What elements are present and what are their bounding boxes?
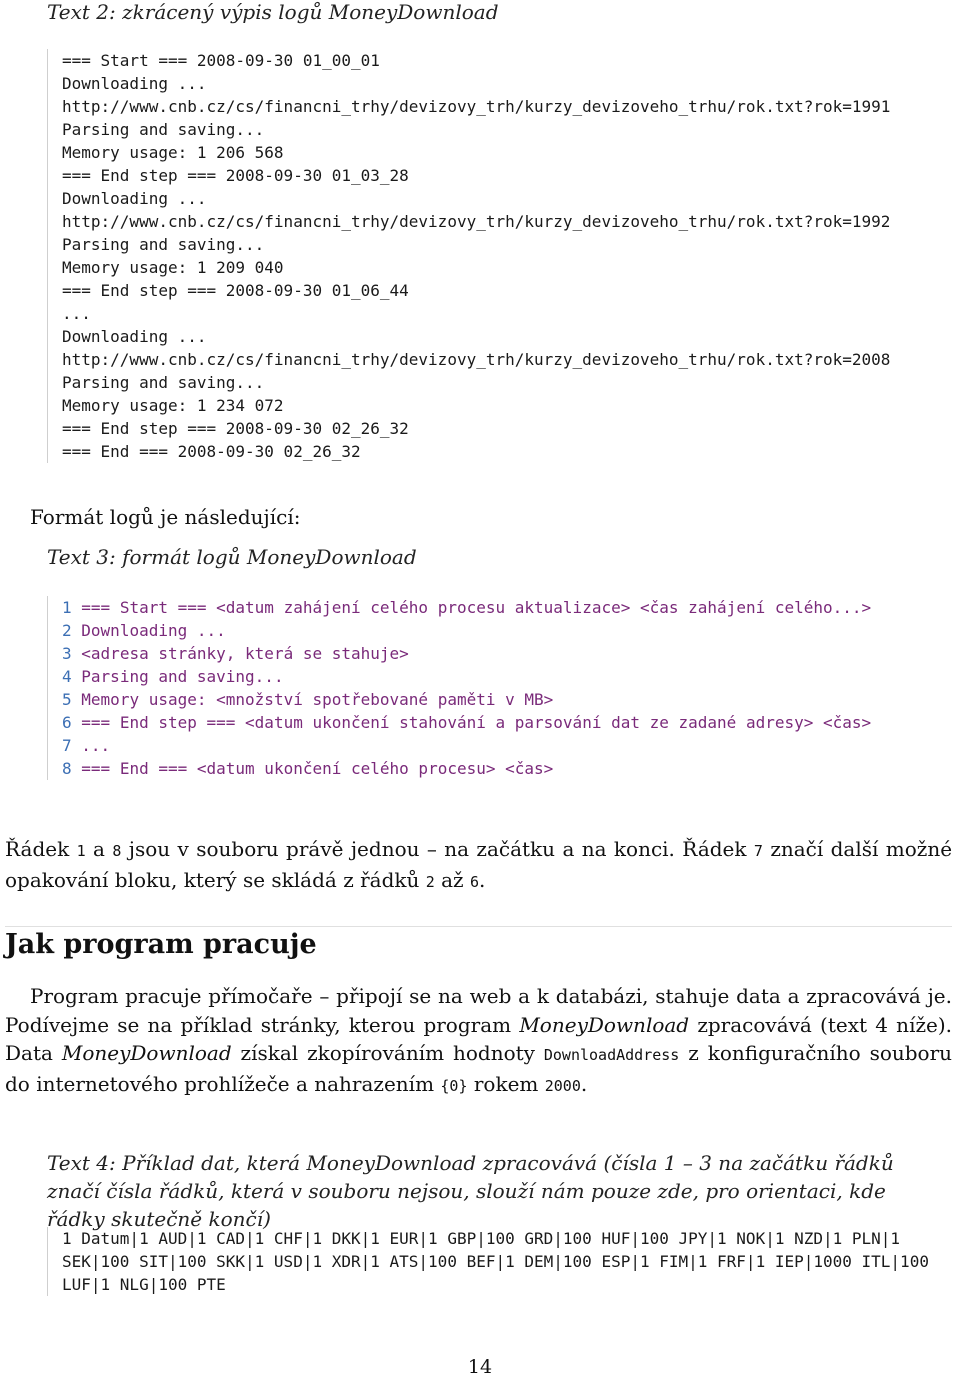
line-number: 3 bbox=[62, 644, 72, 663]
para1-code-6: 6 bbox=[469, 872, 479, 891]
log-format-block bbox=[47, 596, 871, 780]
log-line: === End step === 2008-09-30 02_26_32 bbox=[62, 419, 409, 438]
log-line: Downloading ... bbox=[62, 74, 207, 93]
para2-text-b: zpracovává (text 4 níže). Data bbox=[5, 1012, 952, 1065]
format-line-text: Memory usage: <množství spotřebované paměti v MB> bbox=[81, 690, 554, 709]
para1-text-d: značí další možné opakování bloku, který se skládá z řádků bbox=[5, 837, 953, 892]
para1-text-a: Řádek bbox=[5, 837, 70, 861]
para2-text-e: rokem bbox=[473, 1071, 539, 1096]
line-number: 1 bbox=[62, 598, 72, 617]
log-line: Memory usage: 1 234 072 bbox=[62, 396, 284, 415]
data-line: SEK|100 SIT|100 SKK|1 USD|1 XDR|1 ATS|100 BEF|1 DEM|100 ESP|1 FIM|1 FRF|1 IEP|1000 ITL|100 bbox=[62, 1252, 929, 1271]
format-line bbox=[62, 596, 871, 619]
log-line: Parsing and saving... bbox=[62, 120, 265, 139]
para1-text-b: a bbox=[93, 837, 105, 861]
format-line bbox=[62, 642, 871, 665]
format-line-text: === End === <datum ukončení celého procesu> <čas> bbox=[81, 759, 554, 778]
format-line bbox=[62, 734, 871, 757]
paragraph-how-it-works bbox=[5, 982, 952, 1100]
format-line-text: ... bbox=[81, 736, 111, 755]
caption-text-3: Text 3: formát logů MoneyDownload bbox=[47, 545, 417, 569]
para2-code-placeholder: {0} bbox=[440, 1076, 468, 1095]
format-line bbox=[62, 665, 871, 688]
line-number: 4 bbox=[62, 667, 72, 686]
para2-text-f: . bbox=[580, 1071, 588, 1096]
caption-text-2: Text 2: zkrácený výpis logů MoneyDownload bbox=[47, 0, 499, 24]
format-line-text: Downloading ... bbox=[81, 621, 226, 640]
para2-code-downloadaddress: DownloadAddress bbox=[543, 1046, 680, 1064]
line-number: 7 bbox=[62, 736, 72, 755]
log-line: === End step === 2008-09-30 01_03_28 bbox=[62, 166, 409, 185]
format-line bbox=[62, 711, 871, 734]
section-heading: Jak program pracuje bbox=[5, 926, 952, 960]
line-number: 2 bbox=[62, 621, 72, 640]
format-line-text: <adresa stránky, která se stahuje> bbox=[81, 644, 409, 663]
format-line-text: Parsing and saving... bbox=[81, 667, 284, 686]
example-data-block bbox=[47, 1227, 929, 1296]
log-line: === End === 2008-09-30 02_26_32 bbox=[62, 442, 361, 461]
paragraph-lines-explanation bbox=[5, 835, 952, 896]
para1-text-c: jsou v souboru právě jednou – na začátku a na konci. Řádek bbox=[128, 837, 747, 861]
log-excerpt-block bbox=[47, 49, 890, 463]
para1-text-f: . bbox=[478, 867, 486, 892]
para2-text-d: z konfiguračního souboru do internetového prohlížeče a nahrazením bbox=[5, 1041, 953, 1096]
data-line: 1 Datum|1 AUD|1 CAD|1 CHF|1 DKK|1 EUR|1 GBP|100 GRD|100 HUF|100 JPY|1 NOK|1 NZD|1 PLN|1 bbox=[62, 1229, 901, 1248]
format-line bbox=[62, 688, 871, 711]
log-line: Memory usage: 1 209 040 bbox=[62, 258, 284, 277]
caption-text-4: Text 4: Příklad dat, která MoneyDownload zpracovává (čísla 1 – 3 na začátku řádků značí čísla řádků, která v souboru nejsou, slouží nám pouze zde, pro orientaci, kde řádky skutečně končí) bbox=[47, 1151, 894, 1231]
format-intro: Formát logů je následující: bbox=[30, 505, 301, 529]
para1-code-8: 8 bbox=[112, 842, 122, 860]
log-line: http://www.cnb.cz/cs/financni_trhy/devizovy_trh/kurzy_devizoveho_trhu/rok.txt?rok=1991 bbox=[62, 97, 891, 116]
para2-code-year: 2000 bbox=[544, 1076, 581, 1095]
log-line: http://www.cnb.cz/cs/financni_trhy/devizovy_trh/kurzy_devizoveho_trhu/rok.txt?rok=1992 bbox=[62, 212, 891, 231]
para1-code-2: 2 bbox=[425, 872, 435, 891]
para1-text-e: až bbox=[441, 867, 464, 892]
para1-code-1: 1 bbox=[76, 842, 86, 860]
line-number: 8 bbox=[62, 759, 72, 778]
log-line: Parsing and saving... bbox=[62, 235, 265, 254]
format-line bbox=[62, 619, 871, 642]
line-number: 6 bbox=[62, 713, 72, 732]
format-line-text: === End step === <datum ukončení stahování a parsování dat ze zadané adresy> <čas> bbox=[81, 713, 872, 732]
log-line: Downloading ... bbox=[62, 189, 207, 208]
line-number: 5 bbox=[62, 690, 72, 709]
para2-italic-2: MoneyDownload bbox=[61, 1041, 232, 1065]
log-line: === Start === 2008-09-30 01_00_01 bbox=[62, 51, 380, 70]
log-line: Downloading ... bbox=[62, 327, 207, 346]
log-line: http://www.cnb.cz/cs/financni_trhy/devizovy_trh/kurzy_devizoveho_trhu/rok.txt?rok=2008 bbox=[62, 350, 891, 369]
para1-code-7: 7 bbox=[753, 842, 763, 860]
log-line: === End step === 2008-09-30 01_06_44 bbox=[62, 281, 409, 300]
para2-text-c: získal zkopírováním hodnoty bbox=[240, 1041, 535, 1065]
para2-italic-1: MoneyDownload bbox=[519, 1012, 690, 1037]
page-number: 14 bbox=[467, 1356, 493, 1378]
format-line bbox=[62, 757, 871, 780]
log-line: Parsing and saving... bbox=[62, 373, 265, 392]
log-line: ... bbox=[62, 304, 91, 323]
data-line: LUF|1 NLG|100 PTE bbox=[62, 1275, 226, 1294]
format-line-text: === Start === <datum zahájení celého procesu aktualizace> <čas zahájení celého...> bbox=[81, 598, 872, 617]
para2-text-a: Program pracuje přímočaře – připojí se na web a k databázi, stahuje data a zpracovává je. Podívejme se na příklad stránky, kterou program bbox=[5, 984, 952, 1037]
log-line: Memory usage: 1 206 568 bbox=[62, 143, 284, 162]
